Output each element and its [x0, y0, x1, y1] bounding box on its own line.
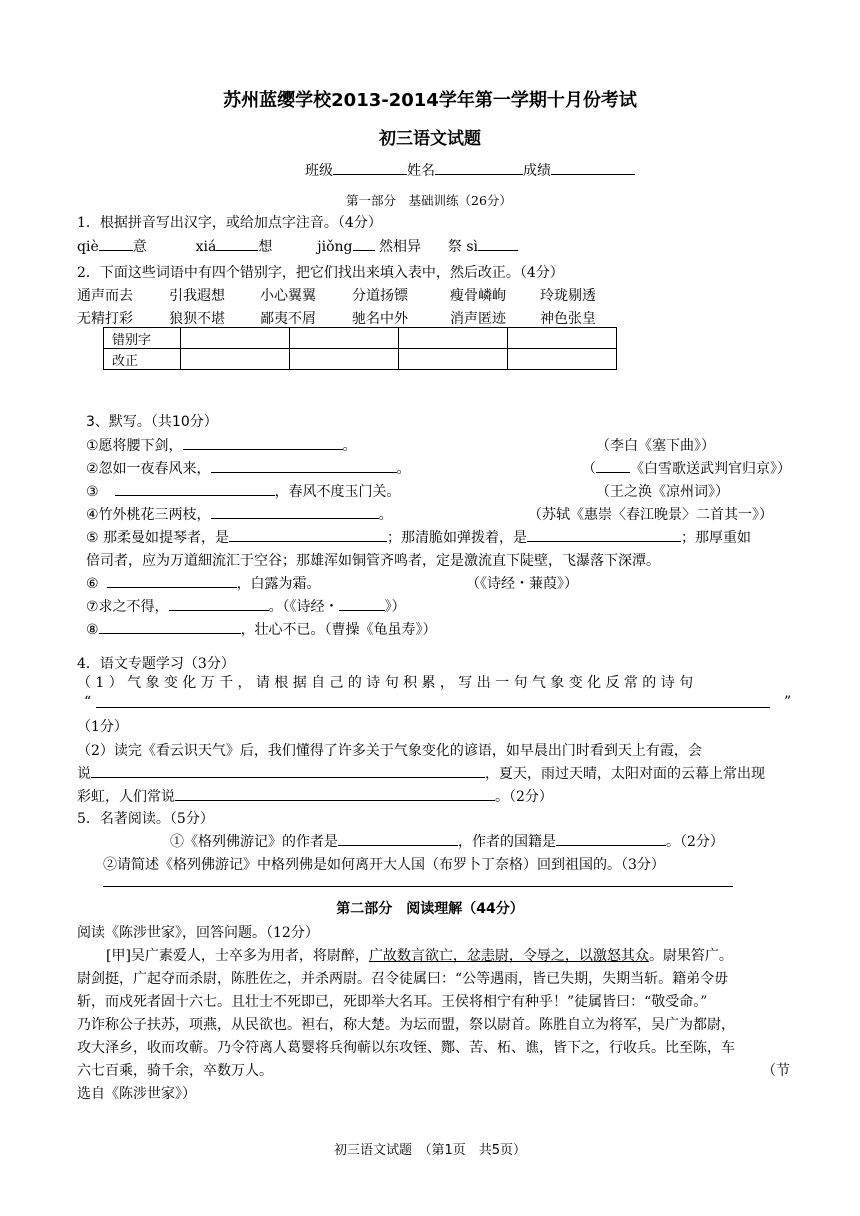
q4-sub2: （2）读完《看云识天气》后，我们懂得了许多关于气象变化的谚语，如早晨出门时看到天上有霞，会 — [77, 743, 702, 759]
table-cell[interactable] — [508, 328, 617, 349]
proverb-blank[interactable] — [91, 763, 485, 778]
class-label: 班级 — [305, 163, 333, 179]
error-correction-table — [103, 327, 617, 370]
dictation-text: ②忽如一夜春风来， — [86, 461, 211, 477]
table-row-label: 改正 — [104, 349, 181, 370]
q4-text: 4．语文专题学习（3分） — [77, 656, 235, 672]
q4-sub2-line2 — [77, 763, 765, 783]
dictation-text: ，春风不度玉门关。 — [274, 484, 401, 500]
q1-pinyin-1: qiè — [77, 239, 99, 255]
quote-close: ” — [784, 694, 792, 710]
table-cell[interactable] — [290, 349, 399, 370]
q5-text: 5．名著阅读。（5分） — [77, 811, 214, 827]
q5-sub1 — [170, 831, 724, 851]
part1-heading: 第一部分 基础训练（26分） — [346, 193, 512, 208]
dictation-text: 。 — [378, 507, 393, 523]
dictation-text: 。 — [396, 461, 411, 477]
page-footer: 初三语文试题 （第1页 共5页） — [333, 1143, 527, 1158]
word: 神色张皇 — [540, 311, 596, 327]
q5-text-part: 。（2分） — [666, 834, 724, 850]
word: 无精打彩 — [77, 311, 133, 327]
q4-sub1-score: （1分） — [77, 719, 128, 735]
dictation-text: ，白露为霜。 — [236, 576, 321, 592]
dictation-blank[interactable] — [211, 504, 379, 519]
q3-line-4 — [86, 504, 393, 524]
dictation-blank[interactable] — [99, 619, 241, 634]
q4-sub2-line3 — [77, 786, 553, 806]
q1-pinyin-3: jiǒng — [317, 239, 353, 255]
dictation-blank[interactable] — [339, 596, 385, 611]
dictation-text: ①愿将腰下剑， — [86, 438, 183, 454]
q3-line-5b: 倍司者，应为万道細流汇于空谷；那雄浑如铜管齐鸣者，定是激流直下陡壁，飞瀑落下深潭。 — [86, 553, 660, 569]
dictation-text: （ — [582, 461, 596, 477]
q1-char-1: 意 — [132, 239, 147, 255]
q3-source-1: （李白《塞下曲》） — [596, 438, 715, 454]
word: 驰名中外 — [352, 311, 408, 327]
q3-line-5 — [86, 527, 751, 547]
score-blank[interactable] — [551, 160, 635, 175]
q3-line-7 — [86, 596, 406, 616]
q4-sub1-answer — [84, 694, 91, 710]
q3-text: 3、默写。（共10分） — [86, 414, 218, 430]
class-blank[interactable] — [333, 160, 407, 175]
q5-text-part: ①《格列佛游记》的作者是 — [170, 834, 338, 850]
table-cell[interactable] — [290, 328, 399, 349]
q3-line-8 — [86, 619, 437, 639]
q1-blank-1[interactable] — [99, 236, 133, 251]
dictation-blank[interactable] — [211, 458, 397, 473]
proverb-text: 说 — [77, 766, 91, 782]
exam-title: 苏州蓝缨学校2013-2014学年第一学期十月份考试 — [223, 90, 637, 111]
q1-pinyin-4: 祭 sì — [447, 239, 478, 255]
proverb-text: ，夏天，雨过天晴，太阳对面的云幕上常出现 — [485, 766, 765, 782]
q3-source-4: （苏轼《惠崇〈春江晚景〉二首其一》） — [528, 507, 773, 523]
word: 玲珑剔透 — [540, 288, 596, 304]
passage-line-3: 斩，而戍死者固十六七。且壮士不死即已，死即举大名耳。王侯将相宁有种乎！”徒属皆曰：“敬受命。” — [77, 994, 708, 1010]
dictation-text: ，壮心不已。（曹操《龟虽寿》） — [240, 622, 437, 638]
word: 狼狈不堪 — [169, 311, 225, 327]
dictation-text: ③ — [86, 484, 99, 500]
passage-line-2: 尉剑挺，广起夺而杀尉，陈胜佐之，并杀两尉。召令徒属曰：“公等遇雨，皆已失期，失期当斩。籍弟令毋 — [77, 971, 729, 987]
table-row-label: 错别字 — [104, 328, 181, 349]
table-cell[interactable] — [399, 328, 508, 349]
q5-sub2: ②请简述《格列佛游记》中格列佛是如何离开大人国（布罗卜丁奈格）回到祖国的。（3分） — [103, 857, 665, 873]
q3-source-2 — [582, 458, 791, 478]
q3-line-2 — [86, 458, 411, 478]
dictation-text: 。（《诗经・ — [268, 599, 339, 615]
dictation-blank[interactable] — [115, 481, 275, 496]
q3-line-6 — [86, 573, 321, 593]
name-label: 姓名 — [407, 163, 435, 179]
exam-subtitle: 初三语文试题 — [379, 129, 481, 149]
passage-text: 。尉果笞广。 — [648, 948, 733, 964]
q3-line-1 — [86, 435, 357, 455]
dictation-blank[interactable] — [169, 596, 269, 611]
q1-items — [77, 236, 518, 256]
dictation-blank[interactable] — [596, 458, 630, 473]
table-cell[interactable] — [399, 349, 508, 370]
word: 鄙夷不屑 — [260, 311, 316, 327]
table-row — [104, 328, 617, 349]
passage-line-4: 乃诈称公子扶苏，项燕，从民欲也。袒右，称大楚。为坛而盟，祭以尉首。陈胜自立为将军，吴广为都尉， — [77, 1017, 735, 1033]
nationality-blank[interactable] — [556, 831, 666, 846]
dictation-text: ⑥ — [86, 576, 99, 592]
q1-text: 1．根据拼音写出汉字，或给加点字注音。（4分） — [77, 215, 382, 231]
author-blank[interactable] — [338, 831, 458, 846]
q1-char-2: 想 — [258, 239, 273, 255]
word: 小心翼翼 — [260, 288, 316, 304]
word: 瘦骨嶙峋 — [450, 288, 506, 304]
quote-open: “ — [84, 694, 92, 710]
q3-source-3: （王之涣《凉州词》） — [596, 484, 729, 500]
dictation-text: ⑧ — [86, 622, 99, 638]
table-row — [104, 349, 617, 370]
dictation-blank[interactable] — [229, 527, 387, 542]
passage-line-5: 攻大泽乡，收而攻蕲。乃令符离人葛婴将兵徇蕲以东攻铚、酂、苦、柘、谯，皆下之，行收兵。比至陈，车 — [77, 1040, 735, 1056]
passage-source-start: （节 — [762, 1063, 790, 1079]
q1-blank-4[interactable] — [478, 236, 518, 251]
proverb-blank[interactable] — [175, 786, 495, 801]
dictation-blank[interactable] — [527, 527, 681, 542]
q5-answer-line[interactable] — [103, 876, 733, 887]
passage-text: [甲]吴广素爱人，士卒多为用者，将尉醉， — [106, 948, 369, 964]
dictation-text: 》） — [384, 599, 406, 615]
q1-blank-3[interactable] — [353, 236, 375, 251]
q3-line-3 — [86, 481, 401, 501]
word: 通声而去 — [77, 288, 133, 304]
student-info — [305, 160, 635, 180]
dictation-text: 《白雪歌送武判官归京》） — [630, 461, 791, 477]
q1-char-3: 然相异 — [378, 239, 421, 255]
passage-line-1 — [106, 945, 733, 965]
part2-heading: 第二部分 阅读理解（44分） — [336, 901, 524, 917]
q4-sub1: （1）气象变化万千，请根据自己的诗句积累，写出一句气象变化反常的诗句 — [77, 675, 698, 691]
passage-source: 选自《陈涉世家》） — [77, 1086, 196, 1102]
proverb-text: 。（2分） — [495, 789, 553, 805]
q3-source-6: （《诗经・蒹葭》） — [466, 576, 578, 592]
table-cell[interactable] — [181, 349, 290, 370]
dictation-blank[interactable] — [183, 435, 343, 450]
q1-pinyin-2: xiá — [195, 239, 217, 255]
dictation-text: ④竹外桃花三两枝， — [86, 507, 211, 523]
underlined-sentence: 广故数言欲亡，忿恚尉，令辱之，以激怒其众 — [368, 948, 649, 964]
passage-line-6: 六七百乘，骑千余，卒数万人。 — [77, 1063, 273, 1079]
q4-answer-blank[interactable] — [96, 692, 770, 708]
dictation-text: ；那清脆如弹拨着，是 — [387, 530, 528, 546]
q5-text-part: ，作者的国籍是 — [458, 834, 556, 850]
dictation-text: ；那厚重如 — [681, 530, 752, 546]
q2-text: 2．下面这些词语中有四个错别字，把它们找出来填入表中，然后改正。（4分） — [77, 265, 564, 281]
word: 消声匿迹 — [450, 311, 506, 327]
score-label: 成绩 — [523, 163, 551, 179]
q1-blank-2[interactable] — [216, 236, 258, 251]
dictation-blank[interactable] — [107, 573, 237, 588]
table-cell[interactable] — [508, 349, 617, 370]
dictation-text: ⑦求之不得， — [86, 599, 169, 615]
dictation-text: ⑤ 那柔曼如提琴者，是 — [86, 530, 230, 546]
reading-intro: 阅读《陈涉世家》，回答问题。（12分） — [77, 925, 319, 941]
table-cell[interactable] — [181, 328, 290, 349]
dictation-text: 。 — [342, 438, 357, 454]
name-blank[interactable] — [435, 160, 523, 175]
word: 引我遐想 — [169, 288, 225, 304]
proverb-text: 彩虹，人们常说 — [77, 789, 175, 805]
word: 分道扬镖 — [352, 288, 408, 304]
